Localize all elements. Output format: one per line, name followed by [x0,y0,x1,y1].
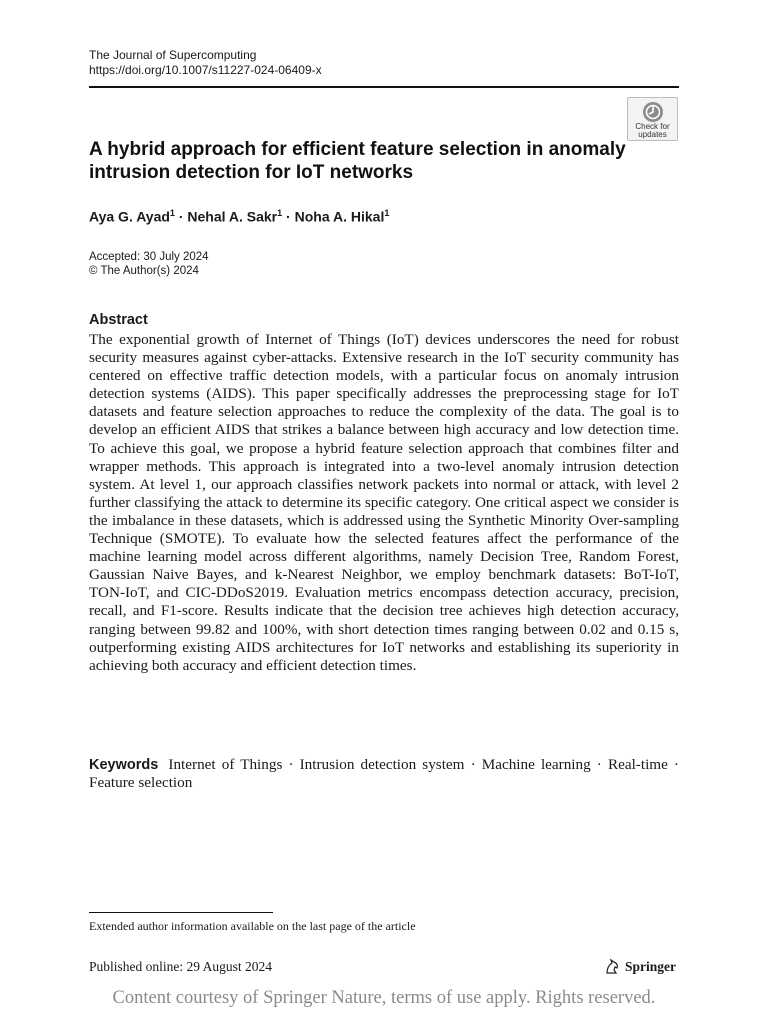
accepted-date: Accepted: 30 July 2024 [89,251,209,263]
check-updates-icon [642,101,664,123]
author-name[interactable]: Nehal A. Sakr [187,208,278,225]
check-for-updates-badge[interactable] [627,97,678,141]
author-list [89,208,389,225]
journal-name: The Journal of Supercomputing [89,48,257,62]
springer-horse-icon [604,958,621,975]
keywords-text: Internet of Things · Intrusion detection system · Machine learning · Real-time · Feature selection [89,756,679,792]
author-separator: · [282,208,295,225]
check-updates-line1: Check for [635,122,670,131]
doi-link[interactable]: https://doi.org/10.1007/s11227-024-06409-x [89,63,322,77]
author-affiliation: 1 [277,208,283,218]
abstract-text: The exponential growth of Internet of Things (IoT) devices underscores the need for robust security measures against cyber-attacks. Extensive research in the IoT security community has centered on effective traffic detection models, with a particular focus on anomaly intrusion detection systems (AIDS). This paper specifically addresses the preprocessing stage for IoT datasets and feature selection approaches to reduce the complexity of the data. The goal is to develop an efficient AIDS that strikes a balance between high accuracy and low detection time. To achieve this goal, we propose a hybrid feature selection approach that combines filter and wrapper methods. This approach is integrated into a two-level anomaly intrusion detection system. At level 1, our approach classifies network packets into normal or attack, with level 2 further classifying the attack to determine its specific category. One critical aspect we consider is the imbalance in these datasets, which is addressed using the Synthetic Minority Over-sampling Technique (SMOTE). To evaluate how the selected features affect the performance of the machine learning model across different algorithms, namely Decision Tree, Random Forest, Gaussian Naive Bayes, and k-Nearest Neighbor, we employ benchmark datasets: BoT-IoT, TON-IoT, and CIC-DDoS2019. Evaluation metrics encompass detection accuracy, precision, recall, and F1-score. Results indicate that the decision tree achieves high detection accuracy, ranging between 99.82 and 100%, with short detection times ranging between 0.02 and 0.15 s, outperforming existing AIDS architectures for IoT networks and establishing its superiority in achieving both accuracy and efficient detection times. [89,331,679,674]
keywords-label: Keywords [89,757,159,773]
author-name[interactable]: Noha A. Hikal [294,208,385,225]
published-date: Published online: 29 August 2024 [89,959,273,974]
author-name[interactable]: Aya G. Ayad [89,208,170,225]
author-separator: · [174,208,188,225]
paper-title: A hybrid approach for efficient feature selection in anomaly intrusion detection for IoT networks [89,139,626,183]
author-affiliation: 1 [384,208,390,218]
footnote: Extended author information available on the last page of the article [89,919,416,933]
author-affiliation: 1 [169,208,175,218]
copyright-line: © The Author(s) 2024 [89,265,199,277]
courtesy-notice: Content courtesy of Springer Nature, terms of use apply. Rights reserved. [112,988,656,1008]
abstract-heading: Abstract [89,312,148,328]
article-dates [89,250,209,278]
keywords-section [89,756,679,792]
publisher-logo [604,958,676,975]
journal-header [89,48,322,78]
header-rule [89,86,679,88]
publisher-name: Springer [625,958,677,974]
check-updates-line2: updates [638,130,667,139]
footnote-rule [89,912,273,913]
